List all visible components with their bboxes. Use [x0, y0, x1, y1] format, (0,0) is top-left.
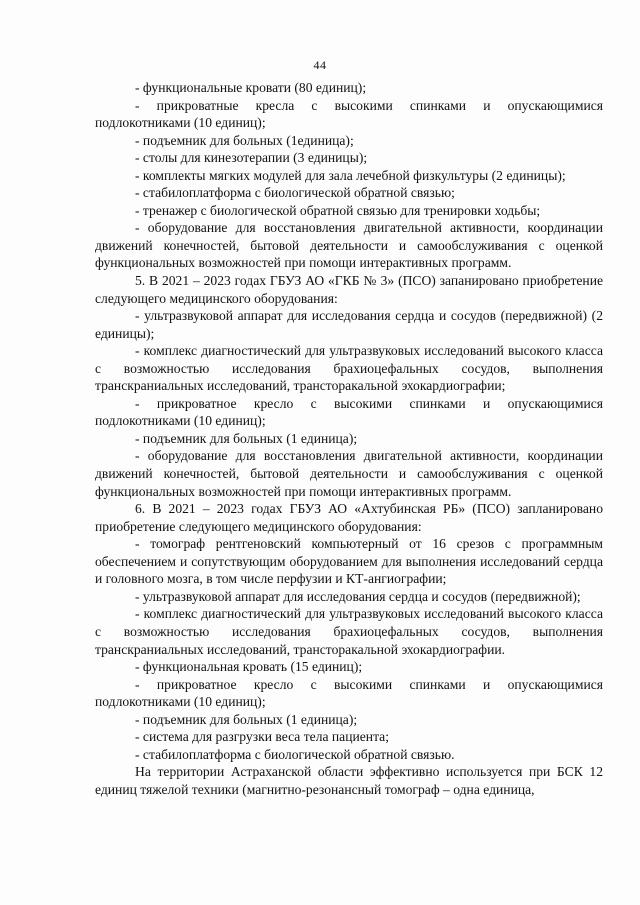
list-item: - прикроватное кресло с высокими спинками и опускающимися подлокотниками (10 единиц); [95, 676, 603, 710]
list-item: - стабилоплатформа с биологической обратной связью. [135, 746, 455, 762]
list-item: - функциональная кровать (15 единиц); [135, 659, 363, 675]
list-item: - прикроватные кресла с высокими спинками и опускающимися подлокотниками (10 единиц); [95, 97, 603, 131]
list-item: - тренажер с биологической обратной связью для тренировки ходьбы; [135, 202, 541, 218]
page-number: 44 [313, 58, 327, 72]
paragraph-item-6: 6. В 2021 – 2023 годах ГБУЗ АО «Ахтубинская РБ» (ПСО) запланировано приобретение следующего медицинского оборудования: [95, 501, 603, 534]
list-item: - подъемник для больных (1 единица); [135, 711, 358, 727]
list-item: - подъемник для больных (1 единица); [135, 430, 358, 446]
list-item: - оборудование для восстановления двигательной активности, координации движений конечностей, бытовой деятельности и самообслуживания с оценкой функциональных возможностей при помощи интерактивных программ. [95, 220, 603, 271]
list-item: - томограф рентгеновский компьютерный от 16 срезов с программным обеспечением и сопутствующим оборудованием для выполнения исследований сердца и головного мозга, в том числе перфузии и КТ-ангиографии; [95, 536, 603, 587]
list-item: - стабилоплатформа с биологической обратной связью; [135, 185, 455, 201]
list-item: - оборудование для восстановления двигательной активности, координации движений конечностей, бытовой деятельности и самообслуживания с оценкой функциональных возможностей при помощи интерактивных программ. [95, 448, 603, 499]
list-item: - ультразвуковой аппарат для исследования сердца и сосудов (передвижной); [135, 588, 581, 604]
paragraph-heavy-equipment: На территории Астраханской области эффективно используется при БСК 12 единиц тяжелой техники (магнитно-резонансный томограф – одна единица, [95, 764, 603, 797]
list-item: - функциональные кровати (80 единиц); [135, 80, 367, 95]
list-item: - комплекс диагностический для ультразвуковых исследований высокого класса с возможностью исследования брахиоцефальных сосудов, выполнения транскраниальных исследований, трансторакальной эхокардиографии. [95, 606, 603, 657]
list-item: - столы для кинезотерапии (3 единицы); [135, 150, 368, 166]
paragraph-item-5: 5. В 2021 – 2023 годах ГБУЗ АО «ГКБ № 3» (ПСО) запанировано приобретение следующего медицинского оборудования: [95, 273, 603, 306]
list-item: - комплекты мягких модулей для зала лечебной физкультуры (2 единицы); [135, 167, 566, 183]
document-body [95, 79, 603, 798]
list-item: - прикроватное кресло с высокими спинками и опускающимися подлокотниками (10 единиц); [95, 395, 603, 429]
list-item: - ультразвуковой аппарат для исследования сердца и сосудов (передвижной) (2 единицы); [95, 308, 603, 341]
list-item: - подъемник для больных (1единица); [135, 132, 354, 148]
list-item: - комплекс диагностический для ультразвуковых исследований высокого класса с возможностью исследования брахиоцефальных сосудов, выполнения транскраниальных исследований, трансторакальной эхокардиографии; [95, 343, 603, 394]
list-item: - система для разгрузки веса тела пациента; [135, 729, 389, 745]
